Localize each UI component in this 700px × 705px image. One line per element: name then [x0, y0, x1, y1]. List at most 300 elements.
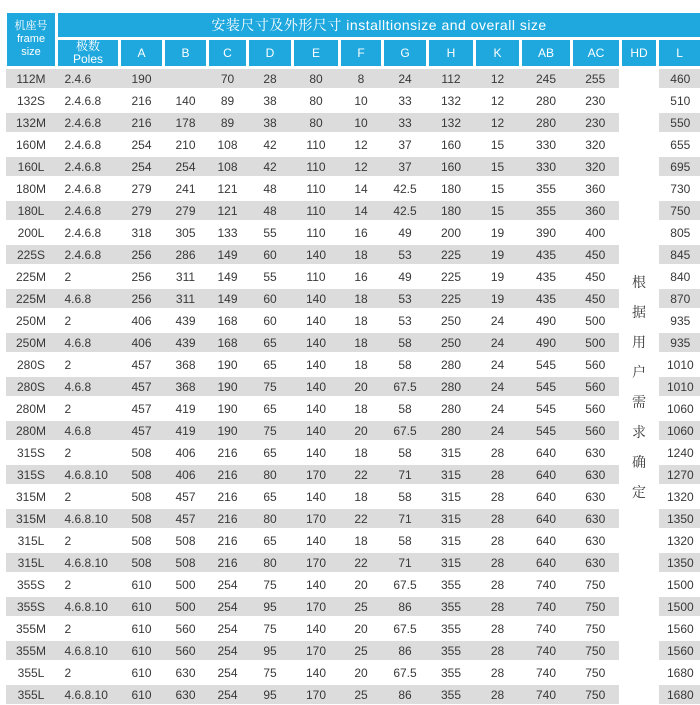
table-row [6, 178, 700, 200]
cell-frame-size: 112M [6, 68, 57, 90]
cell-G: 86 [383, 640, 428, 662]
cell-G: 58 [383, 442, 428, 464]
col-header-AB: AB [521, 39, 572, 68]
hd-note-char: 求 [632, 423, 646, 440]
cell-AB: 390 [521, 222, 572, 244]
cell-L: 845 [658, 244, 700, 266]
table-row [6, 310, 700, 332]
cell-D: 95 [248, 640, 293, 662]
cell-AC: 750 [572, 618, 621, 640]
cell-poles: 4.6.8.10 [57, 552, 120, 574]
cell-A: 318 [120, 222, 164, 244]
table-row [6, 640, 700, 662]
cell-H: 355 [428, 574, 475, 596]
cell-B: 368 [164, 354, 208, 376]
col-header-D: D [248, 39, 293, 68]
cell-G: 42.5 [383, 178, 428, 200]
table-row [6, 684, 700, 705]
cell-B: 178 [164, 112, 208, 134]
cell-A: 457 [120, 420, 164, 442]
cell-C: 133 [208, 222, 248, 244]
cell-K: 28 [475, 442, 521, 464]
cell-C: 190 [208, 354, 248, 376]
cell-A: 256 [120, 266, 164, 288]
hd-note-char: 户 [632, 363, 646, 380]
cell-G: 37 [383, 134, 428, 156]
cell-F: 22 [340, 552, 383, 574]
cell-E: 110 [293, 156, 340, 178]
cell-F: 8 [340, 68, 383, 90]
cell-G: 53 [383, 244, 428, 266]
table-row [6, 574, 700, 596]
col-header-L: L [658, 39, 700, 68]
cell-D: 65 [248, 332, 293, 354]
cell-AB: 545 [521, 354, 572, 376]
cell-G: 42.5 [383, 200, 428, 222]
cell-L: 1560 [658, 618, 700, 640]
cell-AB: 355 [521, 178, 572, 200]
cell-L: 550 [658, 112, 700, 134]
cell-L: 1270 [658, 464, 700, 486]
cell-D: 95 [248, 684, 293, 705]
cell-L: 655 [658, 134, 700, 156]
cell-K: 28 [475, 618, 521, 640]
cell-D: 80 [248, 508, 293, 530]
frame-size-header [6, 12, 57, 68]
cell-frame-size: 355M [6, 640, 57, 662]
cell-AB: 640 [521, 552, 572, 574]
cell-H: 355 [428, 662, 475, 684]
cell-F: 22 [340, 508, 383, 530]
cell-K: 28 [475, 574, 521, 596]
cell-AC: 255 [572, 68, 621, 90]
cell-B: 305 [164, 222, 208, 244]
cell-D: 75 [248, 420, 293, 442]
cell-AB: 330 [521, 156, 572, 178]
cell-H: 280 [428, 376, 475, 398]
cell-D: 75 [248, 618, 293, 640]
cell-AB: 355 [521, 200, 572, 222]
cell-H: 112 [428, 68, 475, 90]
cell-C: 254 [208, 684, 248, 705]
col-header-E: E [293, 39, 340, 68]
cell-frame-size: 250M [6, 310, 57, 332]
cell-L: 935 [658, 310, 700, 332]
cell-AC: 360 [572, 178, 621, 200]
cell-frame-size: 315L [6, 530, 57, 552]
col-header-F: F [340, 39, 383, 68]
cell-L: 1500 [658, 596, 700, 618]
table-row [6, 354, 700, 376]
hd-note-char: 确 [632, 453, 646, 470]
cell-G: 33 [383, 90, 428, 112]
cell-H: 280 [428, 354, 475, 376]
hd-note-char: 定 [632, 483, 646, 500]
cell-L: 840 [658, 266, 700, 288]
cell-G: 71 [383, 552, 428, 574]
cell-L: 695 [658, 156, 700, 178]
cell-B: 406 [164, 442, 208, 464]
cell-C: 216 [208, 442, 248, 464]
cell-poles: 4.6.8.10 [57, 596, 120, 618]
col-header-HD: HD [621, 39, 658, 68]
cell-E: 140 [293, 420, 340, 442]
cell-F: 10 [340, 90, 383, 112]
cell-H: 225 [428, 244, 475, 266]
frame-size-header-zh: 机座号 [14, 20, 48, 32]
cell-AC: 750 [572, 684, 621, 705]
cell-poles: 4.6.8 [57, 420, 120, 442]
cell-B: 210 [164, 134, 208, 156]
cell-L: 935 [658, 332, 700, 354]
cell-E: 140 [293, 354, 340, 376]
cell-A: 216 [120, 90, 164, 112]
cell-G: 67.5 [383, 574, 428, 596]
cell-H: 355 [428, 684, 475, 705]
cell-F: 16 [340, 266, 383, 288]
cell-C: 190 [208, 420, 248, 442]
cell-frame-size: 132S [6, 90, 57, 112]
poles-header [57, 39, 120, 68]
cell-poles: 2 [57, 618, 120, 640]
cell-poles: 2 [57, 574, 120, 596]
cell-G: 49 [383, 222, 428, 244]
cell-AC: 450 [572, 244, 621, 266]
hd-note-char: 据 [632, 303, 646, 320]
cell-C: 254 [208, 596, 248, 618]
cell-H: 315 [428, 442, 475, 464]
header-row-main [6, 12, 700, 39]
cell-F: 18 [340, 486, 383, 508]
cell-frame-size: 315L [6, 552, 57, 574]
cell-poles: 2 [57, 486, 120, 508]
dimensions-table [4, 10, 700, 705]
cell-frame-size: 355L [6, 684, 57, 705]
cell-L: 730 [658, 178, 700, 200]
cell-G: 58 [383, 398, 428, 420]
cell-C: 254 [208, 618, 248, 640]
cell-poles: 4.6.8.10 [57, 508, 120, 530]
cell-H: 160 [428, 134, 475, 156]
cell-K: 28 [475, 662, 521, 684]
cell-K: 19 [475, 266, 521, 288]
cell-E: 80 [293, 68, 340, 90]
cell-AB: 435 [521, 266, 572, 288]
cell-H: 315 [428, 486, 475, 508]
cell-C: 149 [208, 288, 248, 310]
cell-F: 18 [340, 530, 383, 552]
cell-D: 28 [248, 68, 293, 90]
table-row [6, 420, 700, 442]
cell-frame-size: 355M [6, 618, 57, 640]
cell-A: 457 [120, 354, 164, 376]
cell-frame-size: 355S [6, 596, 57, 618]
table-row [6, 288, 700, 310]
cell-F: 16 [340, 222, 383, 244]
cell-G: 33 [383, 112, 428, 134]
cell-B: 508 [164, 530, 208, 552]
cell-H: 355 [428, 640, 475, 662]
cell-A: 508 [120, 464, 164, 486]
cell-L: 1010 [658, 376, 700, 398]
table-row [6, 552, 700, 574]
col-header-AC: AC [572, 39, 621, 68]
cell-F: 18 [340, 442, 383, 464]
cell-D: 65 [248, 442, 293, 464]
cell-AB: 740 [521, 640, 572, 662]
cell-A: 254 [120, 134, 164, 156]
table-row [6, 266, 700, 288]
cell-F: 20 [340, 662, 383, 684]
cell-K: 28 [475, 530, 521, 552]
cell-poles: 2.4.6.8 [57, 90, 120, 112]
cell-AB: 545 [521, 376, 572, 398]
cell-poles: 4.6.8.10 [57, 640, 120, 662]
cell-K: 24 [475, 420, 521, 442]
cell-B: 439 [164, 310, 208, 332]
cell-L: 805 [658, 222, 700, 244]
cell-A: 254 [120, 156, 164, 178]
cell-L: 1320 [658, 486, 700, 508]
cell-A: 508 [120, 486, 164, 508]
cell-K: 12 [475, 112, 521, 134]
cell-K: 28 [475, 552, 521, 574]
cell-L: 1350 [658, 508, 700, 530]
cell-A: 508 [120, 552, 164, 574]
cell-L: 1680 [658, 662, 700, 684]
cell-AC: 630 [572, 552, 621, 574]
table-row [6, 200, 700, 222]
cell-D: 65 [248, 398, 293, 420]
cell-K: 28 [475, 640, 521, 662]
cell-C: 70 [208, 68, 248, 90]
cell-AB: 545 [521, 398, 572, 420]
cell-B: 630 [164, 684, 208, 705]
cell-E: 170 [293, 596, 340, 618]
cell-G: 67.5 [383, 618, 428, 640]
cell-E: 140 [293, 662, 340, 684]
cell-A: 508 [120, 530, 164, 552]
col-header-B: B [164, 39, 208, 68]
poles-header-zh: 极数 [75, 39, 100, 53]
cell-B: 439 [164, 332, 208, 354]
cell-AC: 560 [572, 376, 621, 398]
cell-AC: 320 [572, 134, 621, 156]
cell-C: 254 [208, 574, 248, 596]
cell-B: 254 [164, 156, 208, 178]
cell-L: 1320 [658, 530, 700, 552]
table-row [6, 222, 700, 244]
cell-F: 14 [340, 200, 383, 222]
cell-C: 216 [208, 486, 248, 508]
cell-A: 457 [120, 376, 164, 398]
cell-AB: 740 [521, 596, 572, 618]
cell-AB: 490 [521, 332, 572, 354]
cell-frame-size: 355S [6, 574, 57, 596]
cell-D: 42 [248, 156, 293, 178]
cell-K: 15 [475, 134, 521, 156]
cell-A: 256 [120, 288, 164, 310]
cell-D: 75 [248, 574, 293, 596]
cell-E: 170 [293, 684, 340, 705]
header-row-columns [6, 39, 700, 68]
cell-G: 53 [383, 288, 428, 310]
cell-C: 168 [208, 332, 248, 354]
cell-AB: 245 [521, 68, 572, 90]
cell-poles: 2.4.6.8 [57, 222, 120, 244]
cell-D: 42 [248, 134, 293, 156]
cell-F: 18 [340, 354, 383, 376]
cell-K: 12 [475, 90, 521, 112]
hd-vertical-note [622, 69, 656, 704]
cell-B: 311 [164, 266, 208, 288]
cell-C: 149 [208, 244, 248, 266]
cell-B: 560 [164, 618, 208, 640]
cell-G: 71 [383, 508, 428, 530]
cell-poles: 2 [57, 354, 120, 376]
cell-G: 49 [383, 266, 428, 288]
cell-K: 28 [475, 508, 521, 530]
cell-K: 28 [475, 486, 521, 508]
cell-C: 190 [208, 398, 248, 420]
cell-AB: 330 [521, 134, 572, 156]
cell-E: 110 [293, 134, 340, 156]
table-row [6, 68, 700, 90]
cell-L: 870 [658, 288, 700, 310]
cell-frame-size: 250M [6, 332, 57, 354]
cell-K: 24 [475, 354, 521, 376]
poles-header-en: Poles [72, 52, 104, 66]
cell-B: 241 [164, 178, 208, 200]
cell-A: 190 [120, 68, 164, 90]
cell-C: 216 [208, 464, 248, 486]
cell-E: 80 [293, 90, 340, 112]
cell-frame-size: 160M [6, 134, 57, 156]
col-header-A: A [120, 39, 164, 68]
table-row [6, 662, 700, 684]
cell-H: 355 [428, 596, 475, 618]
col-header-C: C [208, 39, 248, 68]
cell-C: 108 [208, 134, 248, 156]
cell-B: 140 [164, 90, 208, 112]
cell-B: 406 [164, 464, 208, 486]
cell-H: 200 [428, 222, 475, 244]
cell-H: 250 [428, 332, 475, 354]
cell-K: 24 [475, 332, 521, 354]
cell-frame-size: 225M [6, 288, 57, 310]
cell-H: 355 [428, 618, 475, 640]
cell-H: 315 [428, 508, 475, 530]
cell-L: 1240 [658, 442, 700, 464]
table-row [6, 530, 700, 552]
cell-F: 18 [340, 310, 383, 332]
cell-F: 20 [340, 420, 383, 442]
cell-B [164, 68, 208, 90]
cell-AB: 740 [521, 684, 572, 705]
cell-C: 121 [208, 178, 248, 200]
table-row [6, 442, 700, 464]
cell-A: 279 [120, 200, 164, 222]
cell-D: 75 [248, 376, 293, 398]
hd-note-char: 用 [632, 333, 646, 350]
cell-AB: 640 [521, 530, 572, 552]
col-header-H: H [428, 39, 475, 68]
cell-frame-size: 180L [6, 200, 57, 222]
cell-C: 216 [208, 552, 248, 574]
cell-F: 25 [340, 640, 383, 662]
cell-frame-size: 180M [6, 178, 57, 200]
cell-G: 24 [383, 68, 428, 90]
cell-poles: 2.4.6.8 [57, 200, 120, 222]
cell-E: 140 [293, 530, 340, 552]
cell-F: 10 [340, 112, 383, 134]
cell-poles: 2 [57, 442, 120, 464]
table-row [6, 332, 700, 354]
cell-frame-size: 355L [6, 662, 57, 684]
cell-AC: 450 [572, 266, 621, 288]
cell-D: 48 [248, 200, 293, 222]
cell-H: 315 [428, 464, 475, 486]
cell-F: 14 [340, 178, 383, 200]
cell-AC: 360 [572, 200, 621, 222]
table-body [6, 68, 700, 705]
cell-poles: 2 [57, 662, 120, 684]
cell-D: 80 [248, 464, 293, 486]
cell-AB: 490 [521, 310, 572, 332]
cell-L: 1500 [658, 574, 700, 596]
cell-E: 170 [293, 552, 340, 574]
cell-H: 160 [428, 156, 475, 178]
cell-frame-size: 315M [6, 508, 57, 530]
table-row [6, 618, 700, 640]
cell-D: 55 [248, 266, 293, 288]
cell-F: 18 [340, 398, 383, 420]
cell-L: 1060 [658, 398, 700, 420]
cell-AC: 750 [572, 596, 621, 618]
cell-A: 610 [120, 618, 164, 640]
cell-AC: 750 [572, 574, 621, 596]
cell-poles: 4.6.8 [57, 376, 120, 398]
table-row [6, 90, 700, 112]
cell-K: 24 [475, 310, 521, 332]
cell-AC: 450 [572, 288, 621, 310]
cell-E: 170 [293, 464, 340, 486]
cell-B: 457 [164, 486, 208, 508]
cell-G: 58 [383, 354, 428, 376]
table-row [6, 398, 700, 420]
cell-G: 67.5 [383, 376, 428, 398]
cell-E: 110 [293, 266, 340, 288]
cell-K: 24 [475, 376, 521, 398]
cell-L: 1680 [658, 684, 700, 705]
cell-F: 25 [340, 596, 383, 618]
cell-B: 630 [164, 662, 208, 684]
cell-H: 250 [428, 310, 475, 332]
cell-H: 280 [428, 420, 475, 442]
cell-B: 419 [164, 420, 208, 442]
cell-D: 65 [248, 486, 293, 508]
cell-AC: 230 [572, 90, 621, 112]
cell-B: 419 [164, 398, 208, 420]
cell-K: 24 [475, 398, 521, 420]
cell-AC: 630 [572, 530, 621, 552]
cell-poles: 2.4.6.8 [57, 112, 120, 134]
cell-AC: 500 [572, 310, 621, 332]
cell-C: 89 [208, 90, 248, 112]
cell-poles: 2 [57, 530, 120, 552]
cell-E: 80 [293, 112, 340, 134]
cell-B: 286 [164, 244, 208, 266]
